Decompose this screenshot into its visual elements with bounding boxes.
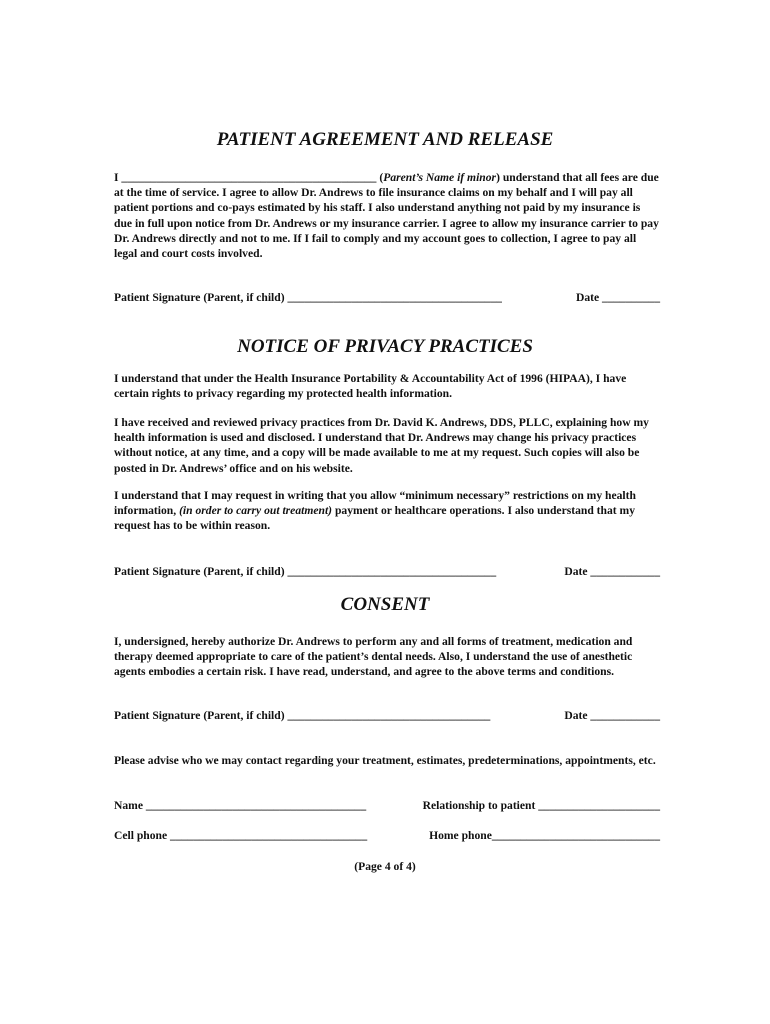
agreement-date-field[interactable]: Date __________: [575, 291, 660, 304]
privacy-date-field[interactable]: Date ____________: [564, 565, 660, 578]
contact-cell-phone-field[interactable]: Cell phone __________________________________: [114, 829, 368, 842]
consent-signature-field[interactable]: Patient Signature (Parent, if child) ___________________________________: [114, 709, 491, 722]
contact-name-field[interactable]: Name ______________________________________: [114, 799, 367, 812]
privacy-paragraph-2: I have received and reviewed privacy practices from Dr. David K. Andrews, DDS, PLLC, explaining how my health information is used and disclosed. I understand that Dr. Andrews may change his privacy practices without notice, at any time, and a copy will be made available to me at my request. Such copies will also be posted in Dr. Andrews’ office and on his website.: [114, 416, 649, 475]
privacy-paragraph-3: [114, 488, 660, 534]
page-number: (Page 4 of 4): [354, 860, 416, 873]
agreement-signature-field[interactable]: Patient Signature (Parent, if child) _____________________________________: [114, 291, 502, 304]
privacy-p3-italic: (in order to carry out treatment): [179, 504, 333, 518]
contact-phone-row: [114, 828, 660, 888]
privacy-paragraph-1: I understand that under the Health Insurance Portability & Accountability Act of 1996 (HIPAA), I have certain rights to privacy regarding my protected health information.: [114, 372, 627, 401]
privacy-signature-field[interactable]: Patient Signature (Parent, if child) ____________________________________: [114, 565, 497, 578]
privacy-title: NOTICE OF PRIVACY PRACTICES: [237, 336, 533, 357]
contact-home-phone-field[interactable]: Home phone_____________________________: [429, 829, 660, 842]
privacy-p3-start: I understand that I may request in writing that you allow “minimum necessary” restrictions on my health information,: [114, 489, 636, 518]
consent-date-field[interactable]: Date ____________: [564, 709, 660, 722]
privacy-p3-end: payment or healthcare operations. I also understand that my request has to be within reason.: [114, 504, 635, 533]
consent-title: CONSENT: [340, 594, 430, 615]
agreement-text-italic: Parent’s Name if minor: [383, 171, 497, 184]
contact-intro: Please advise who we may contact regarding your treatment, estimates, predeterminations, appointments, etc.: [114, 754, 656, 767]
consent-paragraph: I, undersigned, hereby authorize Dr. Andrews to perform any and all forms of treatment, medication and therapy deemed appropriate to care of the patient’s dental needs. Also, I understand the use of anesthetic agents embodies a certain risk. I have read, understand, and agree to the above terms and conditions.: [114, 635, 633, 679]
agreement-paragraph: [114, 170, 660, 261]
agreement-text-end: ) understand that all fees are due at the time of service. I agree to allow Dr. Andrews to file insurance claims on my behalf and I will pay all patient portions and co-pays estimated by his staff. I also understand anything not paid by my insurance is due in full upon notice from Dr. Andrews or my insurance carrier. I agree to allow my insurance carrier to pay Dr. Andrews directly and not to me. If I fail to comply and my account goes to collection, I agree to pay all legal and court costs involved.: [114, 171, 659, 261]
agreement-title: PATIENT AGREEMENT AND RELEASE: [216, 129, 554, 150]
agreement-text-start: I ____________________________________________ (: [114, 171, 384, 184]
contact-relationship-field[interactable]: Relationship to patient _____________________: [422, 799, 660, 812]
